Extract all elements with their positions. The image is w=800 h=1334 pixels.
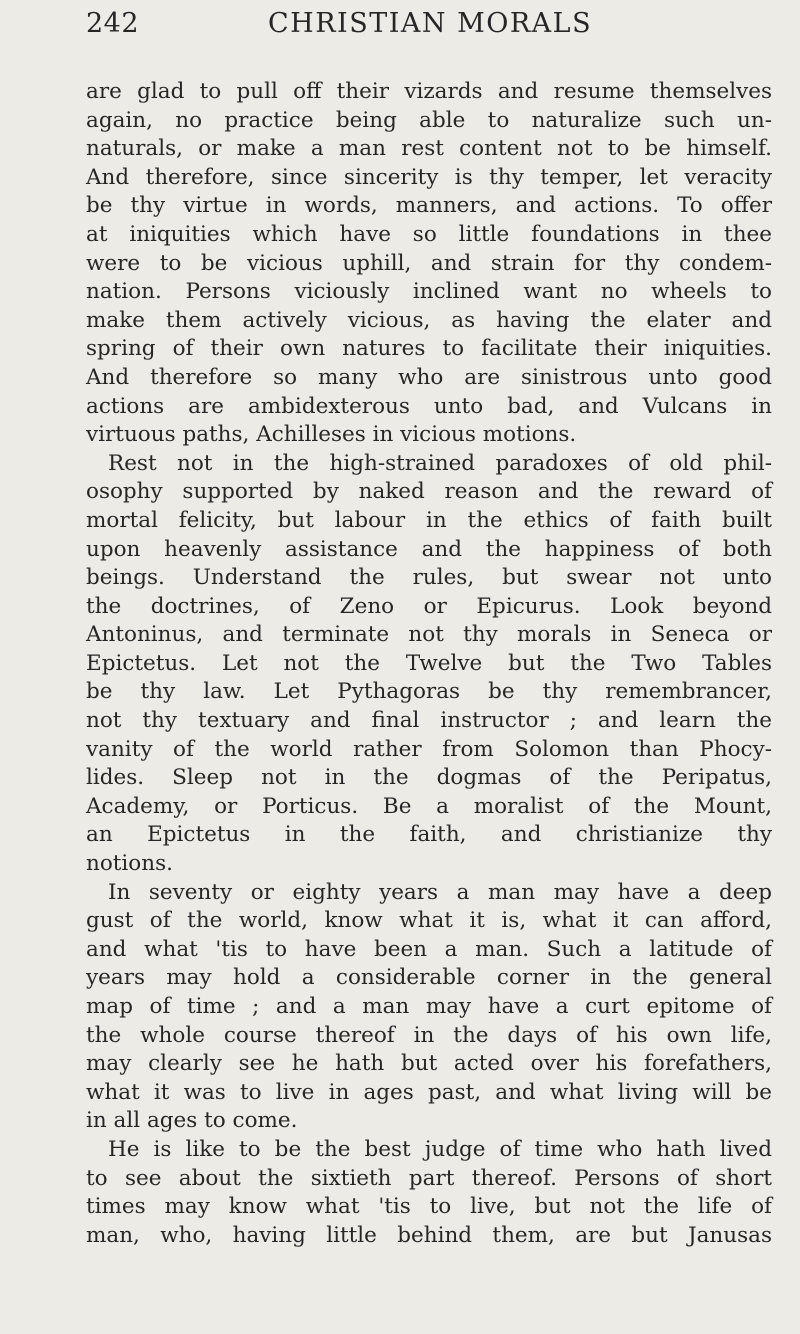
running-head	[86, 8, 776, 42]
text-line: not thy textuary and final instructor ; and learn the	[86, 708, 772, 734]
text-line: may clearly see he hath but acted over his forefathers,	[86, 1051, 772, 1077]
text-line: be thy law. Let Pythagoras be thy remembrancer,	[86, 679, 772, 705]
text-line: Academy, or Porticus. Be a moralist of the Mount,	[86, 793, 772, 819]
text-line: Rest not in the high-strained paradoxes of old phil-	[108, 450, 772, 476]
text-line: years may hold a considerable corner in the general	[86, 965, 772, 991]
text-line: actions are ambidexterous unto bad, and Vulcans in	[86, 393, 772, 419]
text-line: map of time ; and a man may have a curt epitome of	[86, 994, 772, 1019]
text-line: again, no practice being able to naturalize such un-	[86, 107, 772, 133]
text-line: the doctrines, of Zeno or Epicurus. Look beyond	[86, 593, 772, 619]
text-line: and what 'tis to have been a man. Such a latitude of	[86, 936, 772, 962]
text-line: be thy virtue in words, manners, and actions. To offer	[86, 193, 772, 219]
text-line: to see about the sixtieth part thereof. Persons of short	[86, 1165, 772, 1191]
text-line: gust of the world, know what it is, what it can afford,	[86, 908, 772, 934]
text-line: beings. Understand the rules, but swear not unto	[86, 565, 772, 591]
text-line: are glad to pull off their vizards and resume themselves	[86, 79, 772, 104]
text-line: an Epictetus in the faith, and christianize thy	[86, 822, 772, 848]
text-line: osophy supported by naked reason and the reward of	[86, 479, 772, 505]
text-line: times may know what 'tis to live, but not the life of	[86, 1194, 772, 1220]
text-line: upon heavenly assistance and the happiness of both	[86, 536, 772, 562]
text-line: lides. Sleep not in the dogmas of the Peripatus,	[86, 765, 772, 791]
text-line: notions.	[86, 851, 173, 877]
text-line: nation. Persons viciously inclined want no wheels to	[86, 279, 772, 305]
text-line: what it was to live in ages past, and what living will be	[86, 1079, 772, 1105]
text-line: vanity of the world rather from Solomon than Phocy-	[86, 736, 772, 762]
body-text	[86, 78, 796, 1250]
text-line: Antoninus, and terminate not thy morals in Seneca or	[86, 622, 772, 648]
text-line: the whole course thereof in the days of his own life,	[86, 1022, 772, 1048]
text-line: And therefore so many who are sinistrous unto good	[86, 364, 772, 390]
text-line: naturals, or make a man rest content not to be himself.	[86, 136, 772, 162]
text-line: man, who, having little behind them, are but Janusas	[86, 1222, 772, 1248]
text-line: were to be vicious uphill, and strain for thy condem-	[86, 250, 772, 276]
page-number: 242	[86, 8, 140, 39]
text-line: spring of their own natures to facilitate their iniquities.	[86, 336, 772, 362]
text-line: Epictetus. Let not the Twelve but the Two Tables	[86, 650, 772, 676]
text-line: make them actively vicious, as having the elater and	[86, 307, 772, 333]
text-line: mortal felicity, but labour in the ethics of faith built	[86, 507, 772, 533]
text-line: at iniquities which have so little foundations in thee	[86, 221, 772, 247]
text-line: He is like to be the best judge of time who hath lived	[108, 1136, 772, 1162]
text-line: In seventy or eighty years a man may have a deep	[108, 879, 772, 905]
text-line: virtuous paths, Achilleses in vicious motions.	[86, 422, 577, 448]
running-title: CHRISTIAN MORALS	[268, 8, 593, 39]
text-line: And therefore, since sincerity is thy temper, let veracity	[86, 164, 772, 190]
text-line: in all ages to come.	[86, 1108, 298, 1134]
